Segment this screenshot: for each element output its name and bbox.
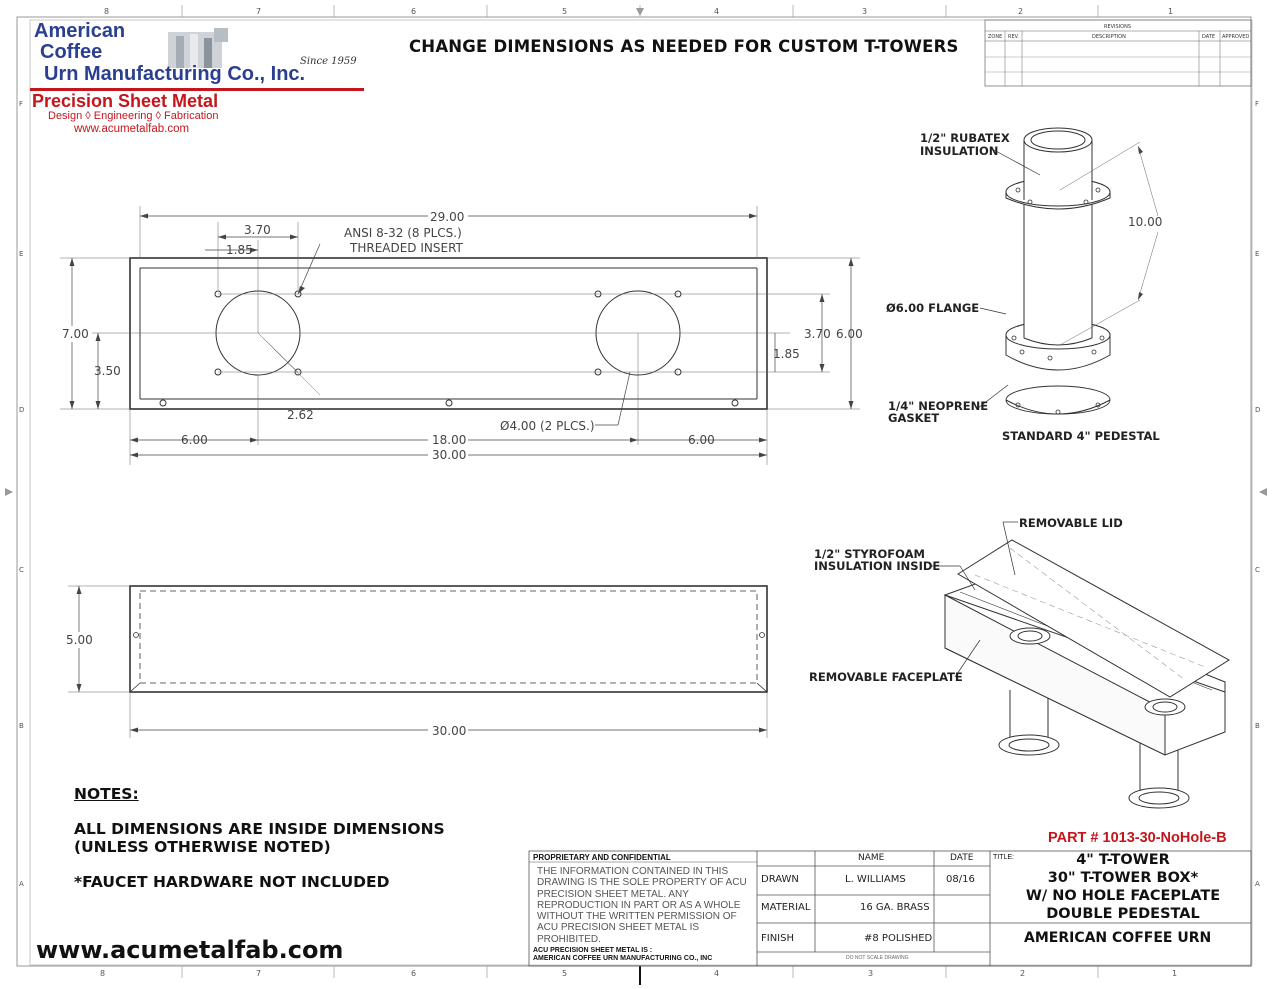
styrofoam-label-1: 1/2" STYROFOAM [814,547,925,561]
zone-letter: B [19,722,24,730]
zone-number: 5 [562,969,568,978]
proprietary-text: THE INFORMATION CONTAINED IN THIS DRAWING IS THE SOLE PROPERTY OF ACU PRECISION SHEET METAL. ANY REPRODUCTION IN PART OR AS A WHOLE WITHOUT THE WRITTEN PERMISSION OF ACU PRECISION SHEET METAL IS PROHIBITED. [537,866,747,945]
zone-number: 6 [411,7,417,16]
dim-hole-dia: Ø4.00 (2 PLCS.) [500,419,595,433]
logo-line-coffee: Coffee [40,41,103,63]
dim-height-outer: 7.00 [62,327,89,341]
dim-insert-note-1: ANSI 8-32 (8 PLCS.) [344,226,462,240]
zone-number: 8 [104,7,110,16]
box-iso [945,540,1229,808]
zone-number: 7 [256,969,262,978]
logo-line-urn: Urn Manufacturing Co., Inc. [44,63,306,85]
finish-value: #8 POLISHED [864,933,933,944]
gasket-label-2: GASKET [888,411,940,425]
rev-col-description: DESCRIPTION [1092,34,1126,40]
lid-label: REMOVABLE LID [1019,516,1123,530]
dim-radius: 2.62 [287,408,314,422]
rev-col-rev: REV. [1008,34,1019,40]
proprietary-header: PROPRIETARY AND CONFIDENTIAL [533,853,671,862]
drawn-name: L. WILLIAMS [845,874,906,885]
gasket-label-1: 1/4" NEOPRENE [888,399,989,413]
company-name: AMERICAN COFFEE URN [1024,930,1212,946]
logo-tagline: Precision Sheet Metal [32,91,219,111]
zone-number: 5 [562,7,568,16]
pedestal-dimension-text [1128,215,1162,229]
pedestal-caption: STANDARD 4" PEDESTAL [1002,429,1160,443]
drawing-title [995,851,1251,923]
dim-front-length: 30.00 [432,724,467,738]
bottom-zone-numbers [100,969,1177,978]
drawn-date: 08/16 [946,874,975,885]
title-line-4: DOUBLE PEDESTAL [1046,906,1200,922]
zone-letter: D [19,406,25,414]
dim-overall-length: 30.00 [432,448,467,462]
zone-number: 8 [100,969,106,978]
dim-hole-spacing: 3.70 [244,223,271,237]
revisions-title: REVISIONS [1104,24,1132,30]
front-view [68,586,767,738]
zone-number: 6 [411,969,417,978]
zone-number: 3 [862,7,868,16]
zone-letter: E [1255,250,1260,258]
top-view-outline [130,258,767,409]
notes-title: NOTES: [74,785,139,803]
revisions-table [985,20,1251,86]
faceplate-label: REMOVABLE FACEPLATE [809,670,963,684]
rev-col-zone: ZONE [988,34,1003,40]
dim-right-half: 1.85 [773,347,800,361]
name-header: NAME [858,853,885,863]
zone-letter: E [19,250,24,258]
notes-line-3: *FAUCET HARDWARE NOT INCLUDED [74,873,390,891]
logo-url: www.acumetalfab.com [74,123,190,135]
material-label: MATERIAL [761,902,811,913]
rev-col-date: DATE [1202,34,1216,40]
title-line-2: 30" T-TOWER BOX* [1047,870,1199,886]
dim-front-height: 5.00 [66,633,93,647]
zone-number: 4 [714,969,720,978]
zone-letter: F [1255,100,1260,108]
dim-insert-note-2: THREADED INSERT [350,241,463,255]
zone-letter: C [1255,566,1260,574]
date-header: DATE [950,853,974,863]
title-line-1: 4" T-TOWER [1076,852,1170,868]
notes-line-1: ALL DIMENSIONS ARE INSIDE DIMENSIONS [74,820,445,838]
front-view-dimension-text [64,632,468,738]
hidden-lines [140,591,757,683]
title-line-3: W/ NO HOLE FACEPLATE [1025,888,1221,904]
dim-overall-width: 29.00 [430,210,465,224]
zone-letter: B [1255,722,1260,730]
acu-line-1: ACU PRECISION SHEET METAL IS : [533,947,653,954]
logo-services: Design ◊ Engineering ◊ Fabrication [48,110,219,122]
zone-number: 1 [1172,969,1178,978]
zone-number: 7 [256,7,262,16]
title-label: TITLE: [993,854,1015,861]
zone-letter: A [1255,880,1260,888]
flange-label: Ø6.00 FLANGE [886,301,980,315]
dim-right-offset: 6.00 [688,433,715,447]
zone-letter: A [19,880,24,888]
logo-line-american: American [34,20,126,42]
material-value: 16 GA. BRASS [860,902,930,913]
zone-letter: D [1255,406,1261,414]
zone-letter: F [19,100,24,108]
zone-number: 1 [1168,7,1174,16]
zone-number: 3 [868,969,874,978]
dim-right-spacing: 3.70 [804,327,831,341]
company-logo [32,18,372,96]
rubatex-label-2: INSULATION [920,144,999,158]
dim-right-height: 6.00 [836,327,863,341]
logo-since: Since 1959 [300,56,357,67]
finish-label: FINISH [761,933,794,944]
rubatex-label-1: 1/2" RUBATEX [920,131,1010,145]
zone-number: 2 [1018,7,1024,16]
pedestal-height: 10.00 [1128,215,1163,229]
notes-line-2: (UNLESS OTHERWISE NOTED) [74,838,331,856]
page-heading: CHANGE DIMENSIONS AS NEEDED FOR CUSTOM T-TOWERS [409,37,959,56]
zone-number: 4 [714,7,720,16]
zone-letter: C [19,566,24,574]
bottom-mount-slots [160,400,738,406]
pedestal-iso [1006,128,1158,414]
part-number: PART # 1013-30-NoHole-B [1048,830,1227,846]
top-view-dimension-text [58,208,863,462]
website-url[interactable]: www.acumetalfab.com [36,936,344,964]
drawn-label: DRAWN [761,874,799,885]
styrofoam-label-2: INSULATION INSIDE [814,559,941,573]
scale-note: DO NOT SCALE DRAWING [846,955,909,961]
dim-height-half: 3.50 [94,364,121,378]
dim-half-spacing: 1.85 [226,243,253,257]
dim-left-offset: 6.00 [181,433,208,447]
front-view-outline [130,586,767,692]
acu-line-2: AMERICAN COFFEE URN MANUFACTURING CO., INC [533,955,713,962]
front-extension-lines [68,586,767,738]
front-dimension-lines [79,586,767,730]
zone-number: 2 [1020,969,1026,978]
dim-center-spacing: 18.00 [432,433,467,447]
rev-col-approved: APPROVED [1222,34,1250,40]
